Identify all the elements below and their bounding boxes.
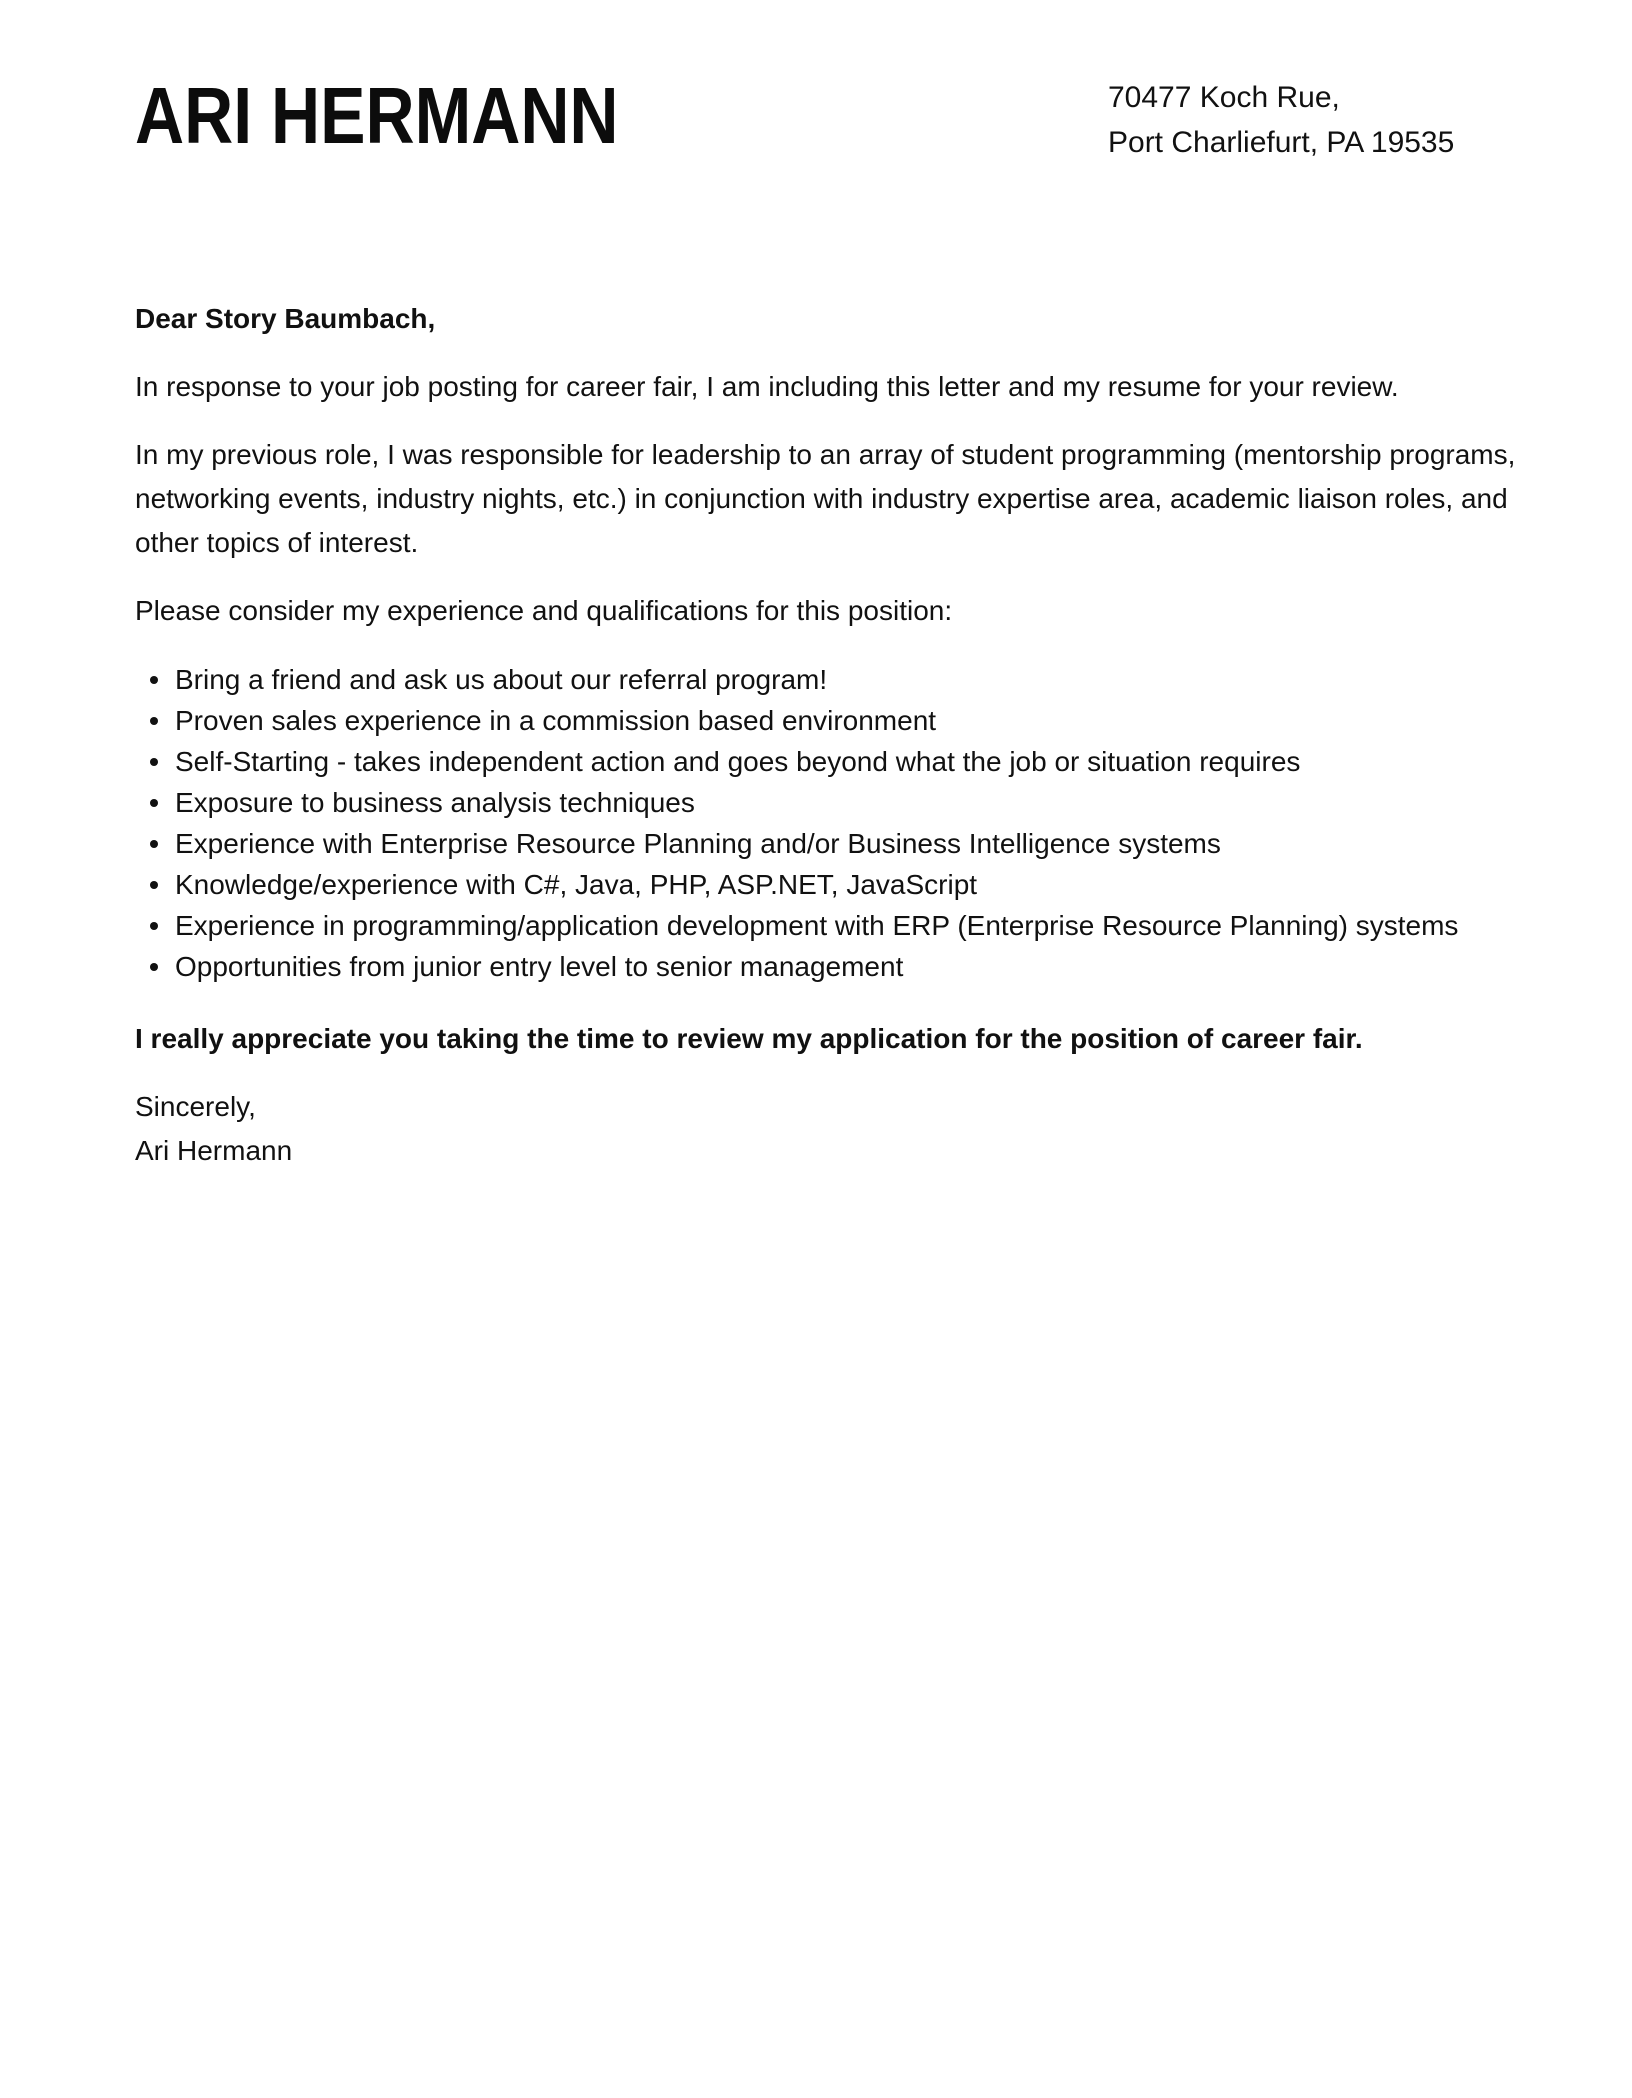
closing-statement: I really appreciate you taking the time to review my application for the position of career fair. [135,1023,1363,1054]
signoff: Sincerely, [135,1091,256,1122]
body-paragraph: Please consider my experience and qualifications for this position: [135,595,953,626]
qualification-item: Exposure to business analysis techniques [135,782,1540,823]
qualification-item: Knowledge/experience with C#, Java, PHP, ASP.NET, JavaScript [135,864,1540,905]
body-paragraph: In response to your job posting for career fair, I am including this letter and my resume for your review. [135,371,1399,402]
qualification-item: Bring a friend and ask us about our referral program! [135,659,1540,700]
sender-name: ARI HERMANN [135,71,619,160]
signature-name: Ari Hermann [135,1135,293,1166]
letter-header [135,72,1540,165]
qualifications-list [135,659,1540,987]
qualification-item: Proven sales experience in a commission based environment [135,700,1540,741]
letter-body [135,297,1540,1173]
salutation: Dear Story Baumbach, [135,303,436,334]
qualification-item: Experience in programming/application development with ERP (Enterprise Resource Planning) systems [135,905,1540,946]
sender-address [1108,75,1540,165]
qualification-item: Opportunities from junior entry level to senior management [135,946,1540,987]
qualification-item: Experience with Enterprise Resource Planning and/or Business Intelligence systems [135,823,1540,864]
qualification-item: Self-Starting - takes independent action and goes beyond what the job or situation requires [135,741,1540,782]
body-paragraph: In my previous role, I was responsible for leadership to an array of student programming (mentorship programs, networking events, industry nights, etc.) in conjunction with industry expertise area, academic liaison roles, and other topics of interest. [135,439,1516,558]
body-paragraphs [135,365,1540,633]
sender-address-line: 70477 Koch Rue, [1108,81,1340,114]
sender-address-line: Port Charliefurt, PA 19535 [1108,126,1455,159]
signoff-block [135,1085,1540,1173]
